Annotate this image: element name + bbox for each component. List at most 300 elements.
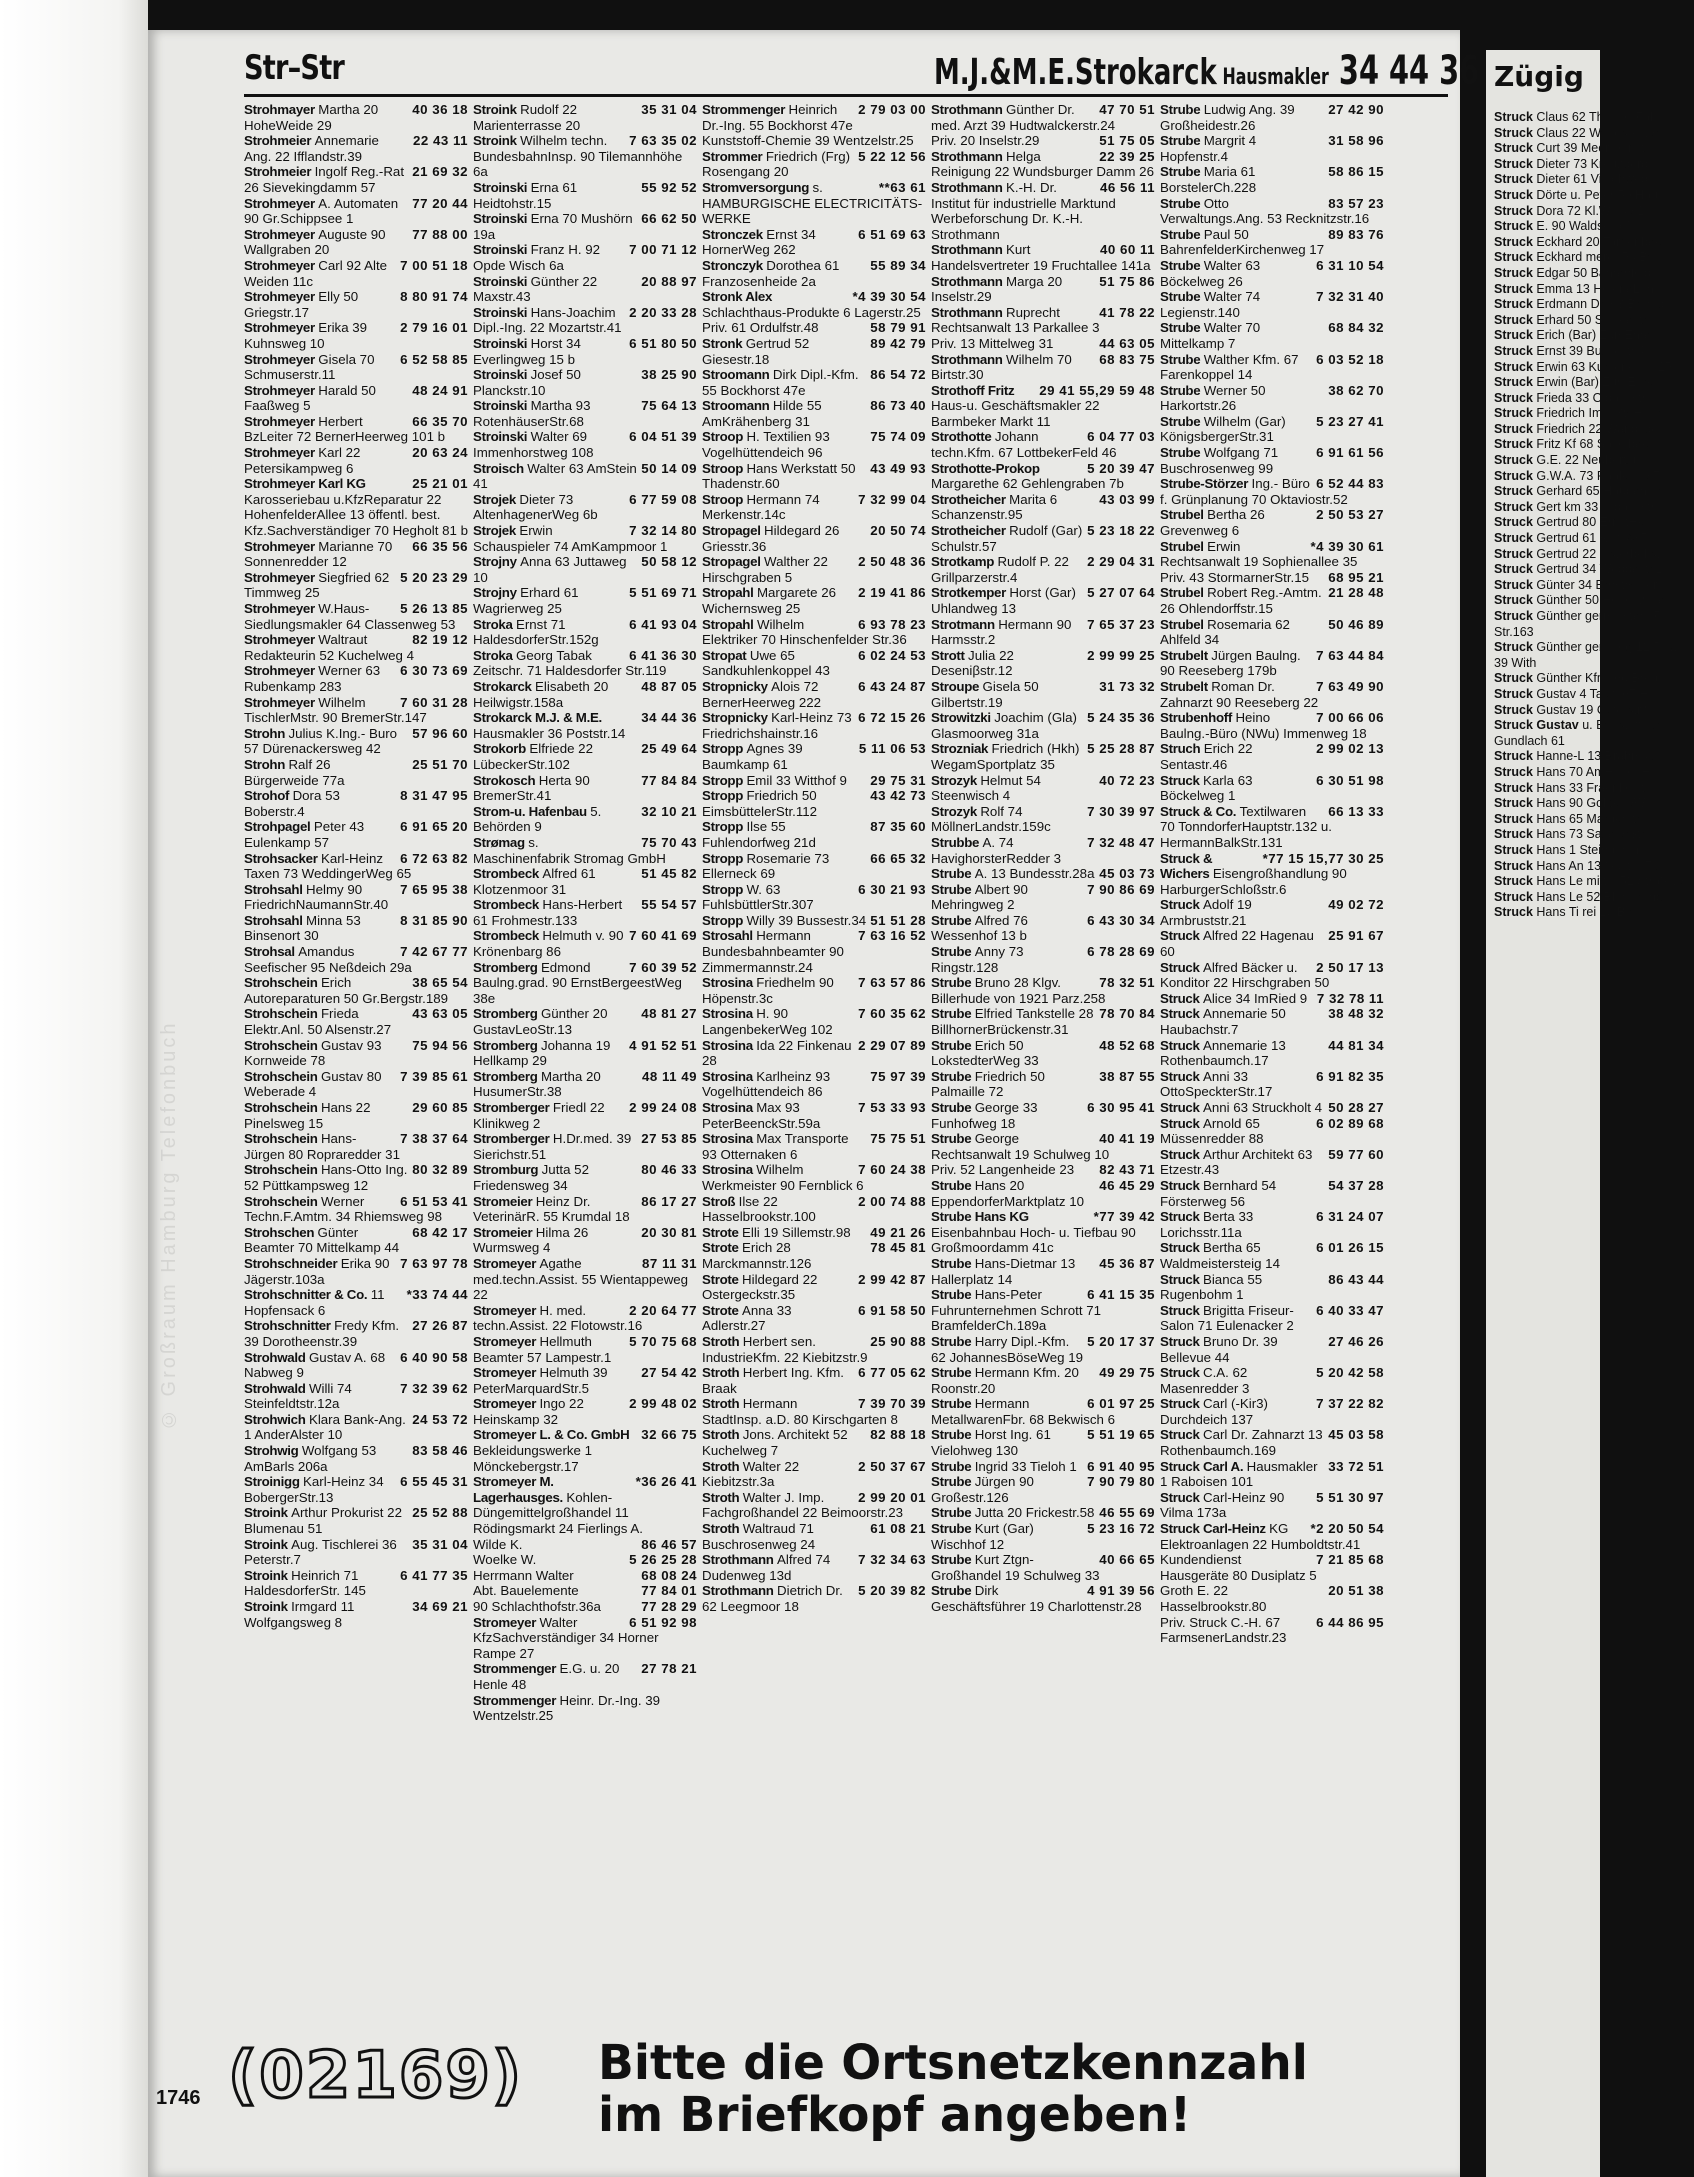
next-page-entry: [1494, 469, 1694, 485]
listing-details: Gertrud 52 Giesestr.18: [702, 335, 813, 367]
listing-entry: [473, 1256, 697, 1303]
listing-name: Stroß: [702, 1193, 739, 1209]
listing-details: Rudolf P. 22 Grillparzerstr.4: [931, 554, 1073, 585]
listing-details: Eckhard merer 50 Bah: [1536, 250, 1662, 265]
listing-entry: [931, 133, 1155, 149]
listing-entry: [1160, 445, 1384, 476]
listing-name: Strothmann: [702, 1552, 778, 1568]
listing-details: Arthur Architekt 63 Etzestr.43: [1160, 1146, 1317, 1178]
listing-phone: 80 46 33: [637, 1162, 697, 1178]
listing-entry: [1160, 320, 1384, 351]
listing-details: Gustav 93 Kornweide 78: [244, 1037, 386, 1069]
listing-details: Friedrich 50 Palmaille 72: [931, 1068, 1049, 1100]
listing-details: Walter 74 Legienstr.140: [1160, 289, 1264, 320]
listing-details: Rosemaria 62 Ahlfeld 34: [1160, 616, 1293, 648]
listing-name: Strohmeyer: [244, 195, 319, 211]
listing-details: G.W.A. 73 Paalende 7: [1536, 468, 1661, 483]
listing-entry: [931, 242, 1155, 273]
listing-name: Strube: [931, 944, 975, 960]
listing-entry: [702, 492, 926, 523]
next-page-entry: [1494, 219, 1694, 235]
listing-entry: [931, 274, 1155, 305]
listing-details: Herbert sen. IndustrieKfm. 22 Kiebitzstr.9: [702, 1333, 868, 1365]
listing-details: Hans 1 Steindamm: [1536, 842, 1643, 857]
listing-entry: [473, 679, 697, 710]
listing-details: Ingolf Reg.-Rat 26 Sievekingdamm 57: [244, 164, 408, 195]
listing-phone: 38 87 55: [1095, 1069, 1155, 1085]
listing-name: Struck: [1494, 156, 1537, 171]
listing-name: Struck & Co.: [1160, 803, 1240, 819]
listing-name: Strube: [931, 1037, 975, 1053]
listing-name: Strommenger: [702, 102, 789, 117]
listing-details: Dirk Geschäftsführer 19 Charlottenstr.28: [931, 1583, 1142, 1614]
scan-margin-left: [0, 0, 148, 2177]
listing-phone: 51 75 05: [1095, 133, 1155, 149]
listing-name: Struck: [1160, 897, 1203, 913]
listing-phone: 7 60 41 69: [625, 928, 697, 944]
listing-name: Strokarck: [473, 678, 536, 694]
listing-details: Hermann Kfm. 20 Roonstr.20: [931, 1365, 1083, 1396]
listing-phone: 48 11 49: [638, 1069, 697, 1085]
listing-phone: 66 13 33: [1324, 804, 1384, 820]
listing-name: Strube: [931, 1100, 975, 1115]
listing-column-3: [702, 102, 926, 2002]
listing-name: Stropnicky: [702, 710, 772, 726]
next-page-entry: [1494, 110, 1694, 126]
next-page-entry: [1494, 905, 1694, 921]
listing-entry: [244, 1006, 468, 1037]
listing-phone: 86 46 57: [637, 1537, 697, 1553]
listing-details: Hellmuth Beamter 57 Lampestr.1: [473, 1333, 612, 1365]
listing-details: Günter Beamter 70 Mittelkamp 44: [244, 1224, 400, 1256]
listing-name: Stroinski: [473, 179, 531, 195]
listing-phone: 7 53 33 93: [854, 1100, 926, 1116]
listing-phone: 6 04 77 03: [1083, 429, 1155, 445]
listing-entry: [702, 1427, 926, 1458]
listing-phone: 8 31 85 90: [396, 913, 468, 929]
listing-entry: [244, 539, 468, 570]
listing-details: Gustav 19 Osterstr.8: [1536, 702, 1652, 717]
listing-entry: [702, 1552, 926, 1583]
listing-entry: [702, 1006, 926, 1037]
listing-details: Minna 53 Binsenort 30: [244, 912, 365, 944]
listing-phone: 75 70 43: [637, 835, 697, 851]
listing-name: Strojny: [473, 554, 521, 570]
listing-details: Ruprecht Rechtsanwalt 13 Parkallee 3: [931, 304, 1100, 336]
listing-details: Anni 33 OttoSpeckterStr.17: [1160, 1068, 1273, 1100]
listing-details: s. Maschinenfabrik Stromag GmbH: [473, 834, 666, 866]
listing-name: Strommenger: [473, 1692, 560, 1708]
listing-name: Strohschein: [244, 1131, 321, 1147]
listing-details: Karl-Heinz Taxen 73 WeddingerWeg 65: [244, 850, 412, 882]
listing-details: Herbert Ing. Kfm. Braak: [702, 1365, 848, 1396]
listing-details: Günter 34 ErnstScher: [1536, 577, 1658, 592]
listing-name: Strube: [1160, 289, 1204, 305]
listing-details: Paul 50 BahrenfelderKirchenweg 17: [1160, 226, 1325, 258]
listing-phone: 8 31 47 95: [396, 788, 468, 804]
listing-entry: [1160, 476, 1384, 507]
listing-phone: 86 43 44: [1324, 1272, 1384, 1288]
listing-phone: 6 51 80 50: [625, 336, 697, 352]
listing-phone: 43 03 99: [1095, 492, 1155, 508]
listing-entry: [244, 570, 468, 601]
listing-details: Erich Autoreparaturen 50 Gr.Bergstr.189: [244, 975, 449, 1006]
listing-entry: [702, 928, 926, 975]
listing-entry: [473, 102, 697, 133]
listing-entry: [473, 773, 697, 804]
listing-phone: 2 50 37 67: [854, 1459, 926, 1475]
listing-name: Struck: [1494, 593, 1537, 608]
listing-details: Rosemarie 73 Ellerneck 69: [702, 850, 833, 882]
listing-name: Stronczek: [702, 226, 767, 242]
listing-details: Kunststoff-Chemie 39 Wentzelstr.25: [702, 133, 914, 149]
listing-entry: [244, 383, 468, 414]
listing-name: Strohmeyer: [244, 320, 319, 336]
listing-details: Hans-Joachim Dipl.-Ing. 22 Mozartstr.41: [473, 304, 622, 336]
listing-details: Anna 33 Adlerstr.27: [702, 1302, 795, 1334]
listing-phone: 25 91 67: [1324, 928, 1384, 944]
listing-name: Strohwald: [244, 1349, 309, 1365]
next-page-entry: [1494, 827, 1694, 843]
listing-phone: 5 23 27 41: [1312, 414, 1384, 430]
listing-details: Hans-Otto Ing. 52 Püttkampsweg 12: [244, 1162, 412, 1193]
listing-phone: 35 31 04: [408, 1537, 468, 1553]
next-page-entry: [1494, 703, 1694, 719]
next-page-entry: [1494, 593, 1694, 609]
next-page-entry: [1494, 578, 1694, 594]
listing-details: Bianca 55 Rugenbohm 1: [1160, 1271, 1266, 1303]
listing-name: Struck: [1494, 390, 1537, 405]
listing-entry: [1160, 679, 1384, 710]
listing-phone: 6 40 33 47: [1312, 1303, 1384, 1319]
next-page-entry: [1494, 749, 1694, 765]
listing-phone: 4 91 52 51: [625, 1038, 697, 1054]
listing-entry: [244, 882, 468, 913]
listing-entry: [702, 851, 926, 882]
listing-details: Agathe med.techn.Assist. 55 Wientappeweg 22: [473, 1255, 692, 1303]
listing-phone: 7 00 71 12: [625, 242, 697, 258]
listing-details: Maria 61 BorstelerCh.228: [1160, 164, 1260, 195]
listing-entry: [702, 180, 926, 227]
listing-details: Alois 72 BernerHeerweg 222: [702, 678, 823, 710]
listing-entry: [702, 1100, 926, 1131]
listing-entry: [931, 866, 1155, 882]
listing-name: Struch: [1160, 741, 1204, 757]
listing-details: Friedhelm 90 Höpenstr.3c: [702, 975, 838, 1006]
listing-entry: [931, 882, 1155, 913]
listing-details: 5. Behörden 9: [473, 803, 606, 835]
listing-name: Struck: [1494, 889, 1537, 904]
advertiser-name: M.J.&M.E.Strokarck: [934, 52, 1217, 93]
listing-entry: [473, 1006, 697, 1037]
listing-details: Erwin Rechtsanwalt 19 Sophienallee 35: [1160, 538, 1358, 570]
listing-name: Strohmeyer: [244, 257, 319, 273]
listing-phone: 2 50 53 27: [1312, 507, 1384, 523]
listing-name: Strojek: [473, 491, 520, 507]
listing-entry: [473, 617, 697, 648]
listing-details: Erwin 63 Kurvenecke 15: [1536, 359, 1672, 374]
next-page-entry: [1494, 765, 1694, 781]
listing-details: Hans 20 EppendorferMarktplatz 10: [931, 1177, 1084, 1209]
listing-entry: [702, 398, 926, 429]
listing-phone: 20 88 97: [637, 274, 697, 290]
listing-entry: [244, 632, 468, 663]
listing-phone: 46 55 69: [1095, 1505, 1155, 1521]
advertiser-tag: Hausmakler: [1222, 65, 1329, 90]
listing-phone: 40 60 11: [1096, 242, 1155, 258]
listing-details: Bernhard 54 Försterweg 56: [1160, 1177, 1280, 1209]
listing-entry: [244, 133, 468, 164]
listing-details: Arthur Prokurist 22 Blumenau 51: [244, 1505, 406, 1537]
listing-details: Walter 69 Immenhorstweg 108: [473, 429, 594, 461]
page-number: 1746: [156, 2087, 201, 2109]
listing-phone: 6 41 36 30: [625, 648, 697, 664]
listing-phone: 7 32 34 63: [854, 1552, 926, 1568]
listing-details: Erna 70 Mushörn 19a: [473, 211, 637, 242]
listing-details: Hans 65 Marderstra: [1536, 811, 1647, 826]
listing-name: Stromberger: [473, 1131, 553, 1147]
listing-details: Walter J. Imp. Fachgroßhandel 22 Beimoorstr.23: [702, 1489, 904, 1521]
listing-name: Strohschein: [244, 975, 321, 991]
listing-name: Strube: [1160, 102, 1204, 117]
next-page-entry: [1494, 874, 1694, 890]
listing-name: Strohmeyer: [244, 569, 319, 585]
listing-phone: 43 63 05: [408, 1006, 468, 1022]
listing-entry: [244, 196, 468, 227]
listing-entry: [931, 679, 1155, 710]
next-page-entry: [1494, 453, 1694, 469]
listing-phone: 45 03 73: [1095, 866, 1155, 882]
next-page-entry: [1494, 422, 1694, 438]
listing-details: Helmut 54 Steenwisch 4: [931, 772, 1045, 804]
listing-name: Strohn: [244, 756, 289, 772]
listing-details: Wolfgang 53 AmBarls 206a: [244, 1443, 380, 1474]
listing-name: Struck: [1494, 187, 1537, 202]
listing-entry: [1160, 960, 1384, 991]
listing-entry: [244, 164, 468, 195]
listing-name: Struck: [1160, 1146, 1203, 1162]
listing-name: Strube: [1160, 226, 1204, 242]
listing-name: Strote: [702, 1240, 743, 1256]
listing-name: Strokorb: [473, 741, 530, 757]
listing-name: Struck: [1494, 219, 1537, 234]
listing-phone: 77 88 00: [408, 227, 468, 243]
listing-phone: 6 30 21 93: [854, 882, 926, 898]
listing-phone: 31 73 32: [1095, 679, 1155, 695]
listing-name: Stroupe: [931, 678, 983, 694]
listing-phone: 49 02 72: [1324, 897, 1384, 913]
listing-phone: 5 24 35 36: [1083, 710, 1155, 726]
listing-entry: [1160, 617, 1384, 648]
listing-entry: [1160, 258, 1384, 289]
listing-details: Bekleidungswerke 1 Mönckebergstr.17: [473, 1443, 596, 1474]
listing-details: Arnold 65 Müssenredder 88: [1160, 1115, 1264, 1147]
listing-name: Stropp: [702, 788, 747, 804]
listing-entry: [244, 1131, 468, 1162]
listing-details: Walter 63 AmStein 41: [473, 460, 641, 492]
listing-details: Hans Ti rei 26 Brauß: [1536, 905, 1652, 920]
listing-name: Strohsal: [244, 944, 299, 960]
listing-entry: [1160, 773, 1384, 804]
listing-name: Struck: [1494, 250, 1537, 265]
next-page-entry: [1494, 406, 1694, 422]
listing-entry: [473, 492, 697, 523]
listing-name: Strubelt: [1160, 647, 1212, 663]
listing-phone: 54 37 28: [1324, 1178, 1384, 1194]
listing-name: Strothotte-Prokop: [931, 460, 1044, 476]
listing-name: Strothmann: [702, 1583, 778, 1599]
next-page-entry: [1494, 671, 1694, 687]
listing-name: Strohschein: [244, 1006, 321, 1022]
listing-entry: [702, 1069, 926, 1100]
listing-name: Stromeyer: [473, 1365, 540, 1381]
listing-details: Woelke W.: [473, 1552, 537, 1568]
listing-entry: [1160, 585, 1384, 616]
listing-name: Strommenger: [473, 1661, 560, 1677]
listing-phone: 68 84 32: [1324, 320, 1384, 336]
listing-phone: 66 35 70: [408, 414, 468, 430]
listing-name: Stropp: [702, 850, 747, 866]
listing-entry: [473, 1131, 697, 1162]
listing-phone: 6 31 24 07: [1312, 1209, 1384, 1225]
listing-details: Karosseriebau u.KfzReparatur 22 HohenfelderAllee 13 öffentl. best. Kfz.Sachverständiger 70 Hegholt 81 b: [244, 491, 468, 539]
listing-name: Stroinski: [473, 273, 531, 289]
listing-details: Marita 6 Schanzenstr.95: [931, 491, 1061, 523]
listing-phone: 5 27 07 64: [1083, 585, 1155, 601]
listing-name: Strohschnitter: [244, 1318, 335, 1334]
listing-name: Struck: [1494, 484, 1537, 499]
listing-entry: [473, 1599, 697, 1615]
listing-name: Stropahl: [702, 585, 757, 601]
listing-details: Gertrud 22 Osterbekst: [1536, 546, 1661, 561]
directory-page: [148, 30, 1480, 2177]
listing-phone: 58 86 15: [1324, 164, 1384, 180]
listing-phone: 6 01 26 15: [1312, 1240, 1384, 1256]
listing-name: Strosina: [702, 1068, 757, 1084]
listing-entry: [702, 1240, 926, 1271]
listing-details: Franz H. 92 Opde Wisch 6a: [473, 242, 604, 273]
listing-name: Strube: [1160, 133, 1204, 149]
listing-phone: 7 00 66 06: [1312, 710, 1384, 726]
listing-name: Struck: [1160, 1177, 1203, 1193]
listing-name: Struck: [1160, 1209, 1203, 1225]
listing-phone: 7 90 86 69: [1083, 882, 1155, 898]
listing-phone: 4 91 39 56: [1083, 1583, 1155, 1599]
listing-phone: 6 03 52 18: [1312, 352, 1384, 368]
listing-details: Hans 22 Pinelsweg 15: [244, 1100, 375, 1131]
next-page-entry: [1494, 718, 1694, 749]
listing-name: Stroop: [702, 429, 747, 445]
listing-phone: 6 43 24 87: [854, 679, 926, 695]
listing-phone: 68 08 24: [637, 1568, 697, 1584]
listing-phone: 2 99 42 87: [854, 1272, 926, 1288]
listing-phone: 2 99 99 25: [1083, 648, 1155, 664]
listing-entry: [473, 960, 697, 1007]
listing-phone: 48 81 27: [637, 1006, 697, 1022]
listing-entry: [702, 741, 926, 772]
listing-details: Carl 92 Alte Weiden 11c: [244, 257, 391, 289]
listing-details: Hans-Herbert 61 Frohmestr.133: [473, 897, 626, 928]
listing-phone: 7 30 39 97: [1083, 804, 1155, 820]
listing-phone: 7 65 37 23: [1083, 617, 1155, 633]
listing-entry: [244, 320, 468, 351]
listing-details: Heinz Dr. VeterinärR. 55 Krumdal 18: [473, 1193, 630, 1225]
listing-details: Rudolf 22 Marienterrasse 20: [473, 102, 581, 133]
listing-name: Struck & Wichers: [1160, 850, 1216, 882]
listing-phone: 20 51 38: [1324, 1583, 1384, 1599]
listing-name: Strube: [931, 1396, 975, 1412]
listing-details: Elfried Tankstelle 28 BillhornerBrückenstr.31: [931, 1006, 1098, 1038]
next-page-entry: [1494, 375, 1694, 391]
listing-entry: [473, 710, 697, 741]
listing-phone: 35 31 04: [637, 102, 697, 118]
listing-phone: 49 29 75: [1095, 1365, 1155, 1381]
listing-details: Hilde 55 AmKrähenberg 31: [702, 398, 825, 429]
listing-phone: 6 30 95 41: [1083, 1100, 1155, 1116]
listing-name: Struck: [1160, 1396, 1203, 1412]
listing-phone: **63 61: [875, 180, 926, 196]
listing-phone: 25 52 88: [408, 1505, 468, 1521]
listing-name: Strosina: [702, 1162, 757, 1178]
listing-details: Textilwaren 70 TonndorferHauptstr.132 u. HermannBalkStr.131: [1160, 803, 1336, 850]
listing-entry: [931, 1552, 1155, 1583]
listing-name: Strohschein: [244, 1100, 321, 1115]
listing-details: Robert Reg.-Amtm. 26 Ohlendorffstr.15: [1160, 585, 1326, 616]
listing-entry: [1160, 164, 1384, 195]
listing-name: Struck: [1494, 234, 1537, 249]
listing-phone: 48 87 05: [637, 679, 697, 695]
listing-entry: [244, 1474, 468, 1505]
listing-name: Struck: [1160, 1100, 1203, 1115]
next-page-entry: [1494, 141, 1694, 157]
listing-name: Strube: [931, 1583, 975, 1599]
listing-details: Walter 22 Kiebitzstr.3a: [702, 1458, 803, 1490]
listing-phone: 38 25 90: [637, 367, 697, 383]
listing-name: Stroink: [473, 133, 521, 149]
listing-entry: [702, 289, 926, 320]
listing-name: Struck: [1494, 468, 1537, 483]
listing-phone: 5 23 18 22: [1083, 523, 1155, 539]
listing-name: Stromeyer: [473, 1614, 540, 1630]
listing-details: Eisengroßhandlung 90 HarburgerSchloßstr.6: [1160, 866, 1351, 897]
listing-phone: 32 66 75: [637, 1427, 697, 1443]
listing-name: Strothotte: [931, 429, 995, 445]
listing-details: Ilse 22 Hasselbrookstr.100: [702, 1193, 816, 1225]
listing-details: Julia 22 Deseniβstr.12: [931, 647, 1018, 679]
listing-name: Struck: [1494, 141, 1537, 156]
listing-name: Struck: [1494, 686, 1537, 701]
listing-name: Stroink: [244, 1599, 292, 1614]
listing-name: Stroth: [702, 1396, 743, 1412]
listing-name: Strotmann: [931, 616, 999, 632]
listing-phone: 25 90 88: [866, 1334, 926, 1350]
listing-name: Strube: [1160, 320, 1204, 336]
listing-details: Gertrud 80 ErnstHenn: [1536, 515, 1659, 530]
listing-phone: 20 63 24: [408, 445, 468, 461]
listing-name: Strube: [1160, 413, 1204, 429]
listing-name: Stroinski: [473, 398, 531, 414]
listing-details: E. 90 Waldschlöß: [1536, 219, 1634, 234]
listing-name: Strohmeyer: [244, 694, 319, 710]
listing-phone: 77 84 01: [637, 1583, 697, 1599]
listing-details: Ernst 39 Bussestr.4: [1536, 343, 1645, 358]
listing-entry: [473, 305, 697, 336]
listing-details: Amandus Seefischer 95 Neßdeich 29a: [244, 944, 412, 975]
listing-name: Strohmayer: [244, 102, 319, 117]
listing-name: Struck: [1494, 343, 1537, 358]
next-page-column: [1494, 110, 1694, 921]
listing-entry: [473, 648, 697, 679]
